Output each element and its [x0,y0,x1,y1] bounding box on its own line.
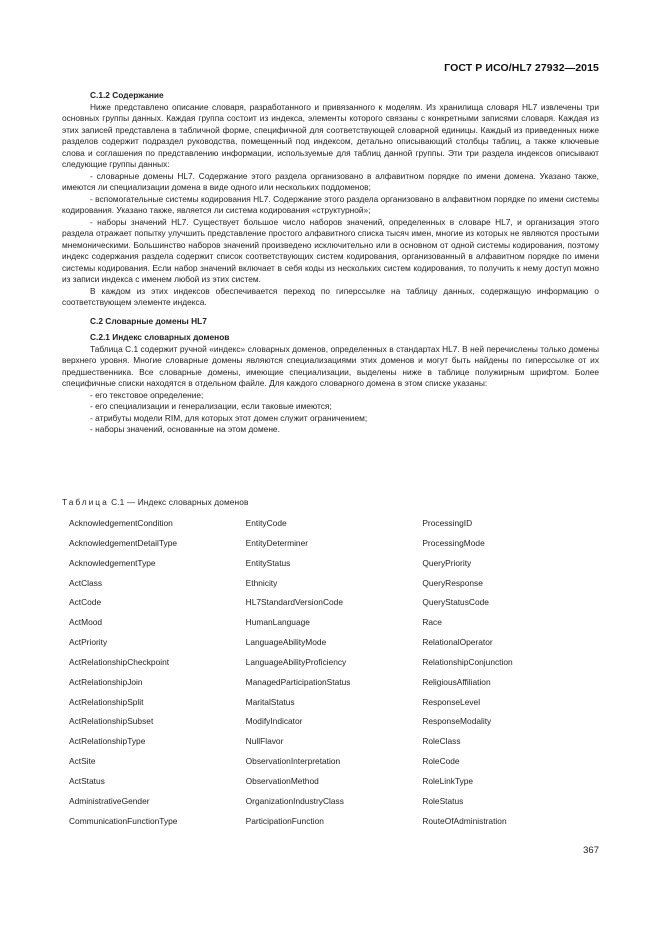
table-cell: AcknowledgementDetailType [69,537,178,548]
table-cell: MaritalStatus [245,696,295,707]
table-cell: ResponseModality [422,716,492,727]
table-row [69,697,599,717]
list-item: - наборы значений HL7. Существует большое число наборов значений, определенных в словаре HL7, и организация этого раздела отражает попытку улучшить представление простого алфавитного списка тысяч имен, многие из которых не являются простыми мнемоническими. Большинство наборов значений произведено исключительно или в основном от одной системы кодирования, поэтому индекс содержания раздела содержит список соответствующих систем кодирования, организованный в алфавитном порядке по имени системы кодирования. Если набор значений включает в себя коды из нескольких систем кодирования, то получить к нему доступ можно из записи индекса с именем любой из этих систем. [62,216,599,284]
table-cell: ActRelationshipSplit [69,696,144,707]
table-cell: LanguageAbilityMode [245,637,327,648]
table-cell: ReligiousAffiliation [422,676,491,687]
paragraph: Ниже представлено описание словаря, разработанного и привязанного к моделям. Из хранилища словаря HL7 извлечены три основных группы данных. Каждая группа состоит из индекса, элементы которого связаны с конкретными записями словаря. Каждая из этих записей представлена в табличной форме, специфичной для соответствующей словарной единицы. Каждый из приведенных ниже разделов содержит подраздел руководства, помещенный под индексом, детально описывающий столбцы таблиц, а также ключевые слова и соглашения по представлению информации, используемые для таблиц данной группы. Эти три раздела индексов описывают следующие группы данных: [62,101,599,169]
table-row [69,597,599,617]
table-cell: RoleLinkType [422,775,474,786]
table-cell: AdministrativeGender [69,795,150,806]
table-caption-label: Таблица [62,497,109,507]
table-cell: RelationalOperator [422,637,493,648]
table-caption-title: С.1 — Индекс словарных доменов [108,497,249,507]
table-cell: ActRelationshipType [69,736,146,747]
page-number: 367 [583,845,599,856]
table-cell: ActRelationshipJoin [69,676,143,687]
paragraph: В каждом из этих индексов обеспечивается переход по гиперссылке на таблицу данных, содержащую информацию о соответствующем элементе индекса. [62,285,599,307]
table-cell: Ethnicity [245,577,278,588]
table-cell: ActRelationshipSubset [69,716,154,727]
table-cell: QueryPriority [422,557,472,568]
table-row [69,657,599,677]
table-row [69,637,599,657]
table-cell: HL7StandardVersionCode [245,597,343,608]
domain-index-table [69,518,599,836]
table-row [69,716,599,736]
section-heading-c2: С.2 Словарные домены HL7 [90,315,207,326]
table-row [69,518,599,538]
table-cell: ActStatus [69,775,105,786]
table-cell: ActClass [69,577,103,588]
table-cell: ObservationInterpretation [245,756,341,767]
table-row [69,736,599,756]
paragraph: Таблица С.1 содержит ручной «индекс» словарных доменов, определенных в стандартах HL7. В ней перечислены только домены верхнего уровня. Многие словарные домены являются специализациями этих доменов и могут быть найдены по гиперссылке от их предшественника. Все словарные домены, имеющие специализации, выделены ниже в таблице полужирным шрифтом. Более специфичные списки находятся в отдельном файле. Для каждого словарного домена в этом списке указаны: [62,343,599,388]
table-cell: CommunicationFunctionType [69,815,178,826]
standard-header: ГОСТ Р ИСО/HL7 27932—2015 [444,62,599,74]
table-cell: ParticipationFunction [245,815,324,826]
list-item: - его текстовое определение; [90,389,204,400]
table-cell: ActCode [69,597,102,608]
table-cell: RoleClass [422,736,461,747]
table-cell: LanguageAbilityProficiency [245,656,347,667]
table-cell: NullFlavor [245,736,284,747]
table-cell: RouteOfAdministration [422,815,507,826]
table-cell: RelationshipConjunction [422,656,513,667]
table-cell: RoleStatus [422,795,464,806]
list-item: - вспомогательные системы кодирования HL7. Содержание этого раздела организовано в алфавитном порядке по имени системы кодирования. Указано также, является ли система кодирования «структурной»; [62,193,599,215]
table-cell: EntityStatus [245,557,291,568]
table-cell: AcknowledgementCondition [69,518,173,528]
table-cell: ProcessingID [422,518,473,528]
table-cell: ActRelationshipCheckpoint [69,656,170,667]
table-row [69,776,599,796]
list-item: - его специализации и генерализации, если таковые имеются; [90,401,332,411]
main-content [62,90,599,436]
table-cell: ManagedParticipationStatus [245,676,351,687]
table-caption [62,497,249,507]
list-item: - атрибуты модели RIM, для которых этот домен служит ограничением; [90,412,368,423]
table-cell: ActSite [69,756,96,767]
list-item: - словарные домены HL7. Содержание этого раздела организовано в алфавитном порядке по имени домена. Указано также, имеются ли специализации домена в виде одного или нескольких поддоменов; [62,170,599,192]
section-heading-c21: С.2.1 Индекс словарных доменов [90,332,230,342]
table-cell: ObservationMethod [245,775,319,786]
table-cell: EntityDeterminer [245,537,309,548]
table-row [69,538,599,558]
table-cell: HumanLanguage [245,617,310,628]
table-cell: ProcessingMode [422,537,485,548]
table-cell: ResponseLevel [422,696,481,707]
table-row [69,677,599,697]
table-row [69,578,599,598]
table-cell: QueryStatusCode [422,597,489,608]
table-row [69,617,599,637]
table-row [69,816,599,836]
table-cell: ActPriority [69,637,108,648]
table-cell: OrganizationIndustryClass [245,795,344,806]
section-heading-c12: С.1.2 Содержание [90,90,164,100]
table-cell: Race [422,617,442,628]
table-cell: ModifyIndicator [245,716,303,727]
list-item: - наборы значений, основанные на этом домене. [90,424,280,434]
table-cell: ActMood [69,617,103,628]
table-row [69,756,599,776]
table-cell: RoleCode [422,756,460,767]
table-cell: EntityCode [245,518,287,528]
table-row [69,558,599,578]
table-cell: AcknowledgementType [69,557,156,568]
table-row [69,796,599,816]
table-cell: QueryResponse [422,577,483,588]
